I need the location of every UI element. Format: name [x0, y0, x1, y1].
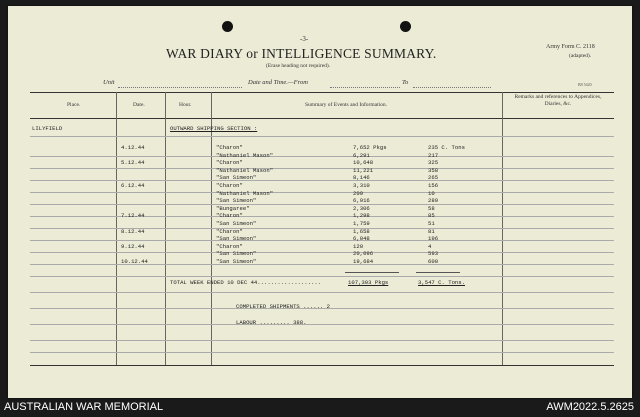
entry-tons: 358: [428, 166, 439, 174]
entry-pkgs: 10,648: [353, 159, 374, 167]
entry-tons: 265: [428, 174, 439, 182]
ruled-line: [30, 324, 614, 325]
ruled-line: [30, 180, 614, 181]
entry-tons: 4: [428, 242, 432, 250]
section-heading: OUTWARD SHIPPING SECTION :: [170, 125, 258, 132]
entry-date: 7.12.44: [121, 212, 145, 220]
from-line: [330, 87, 400, 88]
col-header-remarks: Remarks and references to Appendices, Diaries, &c.: [514, 94, 602, 107]
entry-tons: 196: [428, 235, 439, 243]
footer-right: AWM2022.5.2625: [546, 401, 634, 413]
entry-pkgs: 6,916: [353, 197, 370, 205]
to-line: [413, 87, 491, 88]
entry-pkgs: 2,306: [353, 204, 370, 212]
entry-pkgs: 7,652 Pkgs: [353, 144, 387, 151]
col-header-date: Date.: [133, 102, 145, 108]
entry-vessel: "San Simeon": [216, 197, 257, 205]
place-name: LILYFIELD: [32, 125, 63, 132]
entry-vessel: "Charon": [216, 182, 243, 189]
entry-vessel: "Charon": [216, 212, 243, 220]
entry-tons: 235 C. Tons: [428, 144, 465, 151]
entry-pkgs: 3,310: [353, 182, 370, 189]
col-header-place: Place.: [67, 102, 81, 108]
entry-vessel: "Nathaniel Mason": [216, 166, 274, 174]
entry-pkgs: 6,048: [353, 235, 370, 243]
ruled-line: [30, 240, 614, 241]
footer-left: AUSTRALIAN WAR MEMORIAL: [4, 401, 164, 413]
entry-pkgs: 1,759: [353, 220, 370, 227]
table-header-rule: [30, 118, 614, 119]
ruled-line: [30, 136, 614, 137]
date-time-label: Date and Time.—From: [248, 79, 308, 86]
entry-tons: 51: [428, 220, 435, 227]
diary-page: [8, 6, 632, 398]
entry-date: 6.12.44: [121, 182, 145, 189]
entry-vessel: "San Simeon": [216, 258, 257, 265]
col-header-hour: Hour.: [179, 102, 192, 108]
entry-pkgs: 1,298: [353, 212, 370, 220]
ruled-line: [30, 352, 614, 353]
to-label: To: [402, 79, 409, 86]
punch-hole-left: [222, 21, 233, 32]
ruled-line: [30, 276, 614, 277]
entry-vessel: "Charon": [216, 242, 243, 250]
entry-tons: 81: [428, 227, 435, 235]
entry-tons: 217: [428, 151, 439, 159]
entry-vessel: "Nathaniel Mason": [216, 189, 274, 197]
entry-date: 4.12.44: [121, 144, 145, 151]
entry-pkgs: 6,291: [353, 151, 370, 159]
labour: LABOUR ......... 388.: [236, 319, 307, 326]
ruled-line: [30, 252, 614, 253]
entry-vessel: "San Simeon": [216, 174, 257, 182]
entry-tons: 325: [428, 159, 439, 167]
entry-vessel: "Nathaniel Mason": [216, 151, 274, 159]
punch-hole-right: [400, 21, 411, 32]
entry-date: 8.12.44: [121, 227, 145, 235]
tons-sum-rule: [416, 272, 460, 273]
table-bottom-rule: [30, 365, 614, 366]
entry-tons: 85: [428, 212, 435, 220]
entry-vessel: "San Simeon": [216, 235, 257, 243]
entry-pkgs: 11,221: [353, 166, 374, 174]
ruled-line: [30, 340, 614, 341]
entry-tons: 600: [428, 258, 439, 265]
unit-line: [118, 87, 242, 88]
col-header-summary: Summary of Events and Information.: [305, 102, 388, 108]
entry-date: 9.12.44: [121, 242, 145, 250]
ruled-line: [30, 228, 614, 229]
ruled-line: [30, 216, 614, 217]
entry-vessel: "Charon": [216, 227, 243, 235]
total-pkgs: 107,303 Pkgs: [348, 279, 389, 286]
entry-vessel: "Bungaree": [216, 204, 250, 212]
total-tons: 3,547 C. Tons.: [418, 279, 465, 286]
entry-vessel: "San Simeon": [216, 250, 257, 258]
form-note: (adapted).: [569, 53, 592, 59]
entry-date: 5.12.44: [121, 159, 145, 167]
page-number: -3-: [300, 35, 309, 43]
entry-vessel: "Charon": [216, 159, 243, 167]
ruled-line: [30, 204, 614, 205]
entry-tons: 289: [428, 197, 439, 205]
page-subtitle: (Erase heading not required).: [266, 63, 331, 69]
entry-date: 10.12.44: [121, 258, 148, 265]
entry-pkgs: 8,146: [353, 174, 370, 182]
ruled-line: [30, 168, 614, 169]
form-name: Army Form C. 2118: [546, 44, 595, 50]
entry-tons: 156: [428, 182, 439, 189]
ruled-line: [30, 292, 614, 293]
entry-tons: 10: [428, 189, 435, 197]
table-top-rule: [30, 92, 614, 93]
entry-pkgs: 20,096: [353, 250, 374, 258]
entry-tons: 58: [428, 204, 435, 212]
entry-pkgs: 19,684: [353, 258, 374, 265]
entry-vessel: "San Simeon": [216, 220, 257, 227]
entry-tons: 593: [428, 250, 439, 258]
entry-pkgs: 120: [353, 242, 364, 250]
entry-pkgs: 209: [353, 189, 364, 197]
ruled-line: [30, 156, 614, 157]
page-title: WAR DIARY or INTELLIGENCE SUMMARY.: [166, 46, 437, 61]
small-code: B8 5420: [578, 82, 592, 87]
pkgs-sum-rule: [345, 272, 399, 273]
total-label: TOTAL WEEK ENDED 10 DEC 44...................: [170, 279, 322, 286]
unit-label: Unit: [103, 79, 115, 86]
completed-shipments: COMPLETED SHIPMENTS ...... 2: [236, 303, 330, 310]
entry-pkgs: 1,658: [353, 227, 370, 235]
entry-vessel: "Charon": [216, 144, 243, 151]
ruled-line: [30, 192, 614, 193]
ruled-line: [30, 264, 614, 265]
